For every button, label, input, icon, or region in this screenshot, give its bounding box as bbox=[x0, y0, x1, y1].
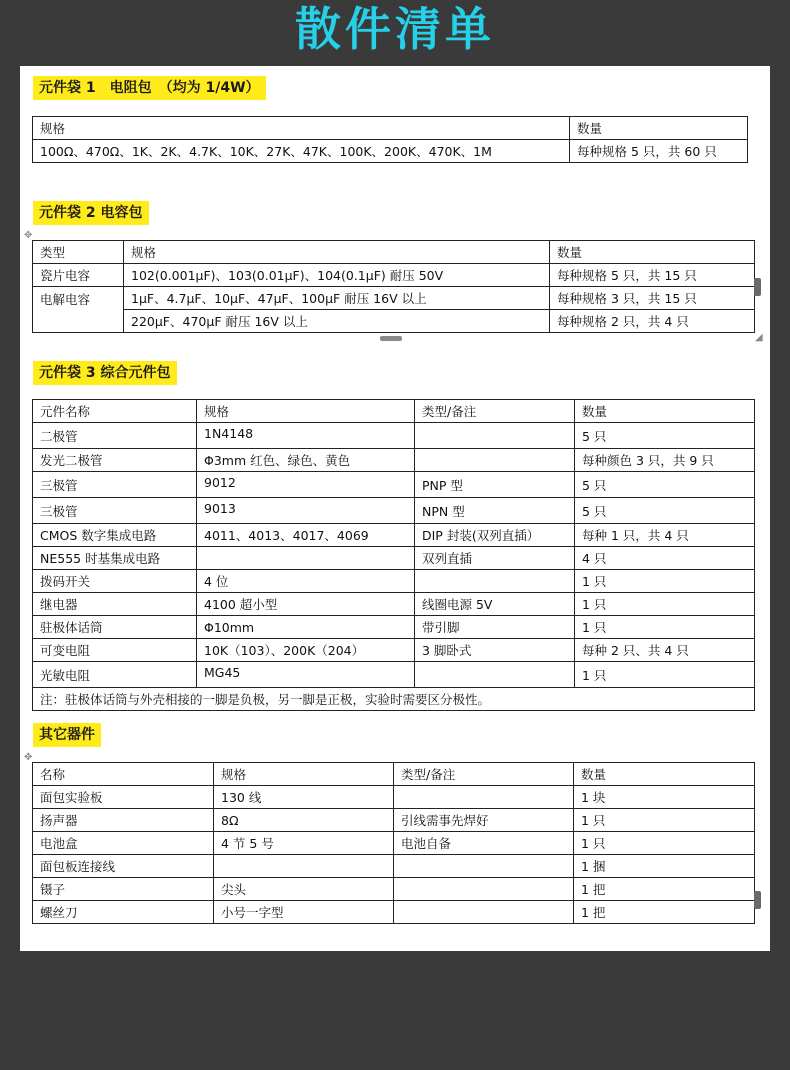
table-row bbox=[33, 855, 755, 878]
qty-cell: 5 只 bbox=[575, 498, 755, 524]
section2-tag: 元件袋 2 电容包 bbox=[33, 201, 149, 225]
note-cell: 线圈电源 5V bbox=[415, 593, 575, 616]
table-row bbox=[33, 570, 755, 593]
note-cell: PNP 型 bbox=[415, 472, 575, 498]
qty-cell: 1 只 bbox=[575, 662, 755, 688]
header-cell: 名称 bbox=[33, 763, 214, 786]
header-cell: 类型 bbox=[33, 241, 124, 264]
header-cell: 规格 bbox=[197, 400, 415, 423]
parts-list-sheet bbox=[20, 66, 770, 951]
spec-cell: 1μF、4.7μF、10μF、47μF、100μF 耐压 16V 以上 bbox=[124, 287, 550, 310]
note-cell: 带引脚 bbox=[415, 616, 575, 639]
table-row bbox=[33, 901, 755, 924]
name-cell: NE555 时基集成电路 bbox=[33, 547, 197, 570]
table-header-row bbox=[33, 241, 755, 264]
spec-cell bbox=[214, 855, 394, 878]
table-header-row bbox=[33, 400, 755, 423]
spec-cell: 尖头 bbox=[214, 878, 394, 901]
table-row bbox=[33, 547, 755, 570]
type-cell: 瓷片电容 bbox=[33, 264, 124, 287]
spec-cell: 8Ω bbox=[214, 809, 394, 832]
qty-cell: 每种规格 5 只，共 60 只 bbox=[570, 140, 748, 163]
section1-tag: 元件袋 1 电阻包 （均为 1/4W） bbox=[33, 76, 266, 100]
spec-cell: 9013 bbox=[197, 498, 415, 524]
header-cell: 规格 bbox=[214, 763, 394, 786]
qty-cell: 1 只 bbox=[575, 570, 755, 593]
name-cell: 面包实验板 bbox=[33, 786, 214, 809]
qty-cell: 1 只 bbox=[575, 593, 755, 616]
table-row bbox=[33, 423, 755, 449]
qty-cell: 5 只 bbox=[575, 472, 755, 498]
components-table bbox=[32, 399, 755, 711]
table-row bbox=[33, 593, 755, 616]
header-cell: 类型/备注 bbox=[394, 763, 574, 786]
spec-cell: 4 节 5 号 bbox=[214, 832, 394, 855]
header-cell: 规格 bbox=[33, 117, 570, 140]
header-cell: 数量 bbox=[550, 241, 755, 264]
note-cell bbox=[415, 423, 575, 449]
qty-cell: 4 只 bbox=[575, 547, 755, 570]
note-text: 注：驻极体话筒与外壳相接的一脚是负极，另一脚是正极，实验时需要区分极性。 bbox=[33, 688, 755, 711]
spec-cell: 220μF、470μF 耐压 16V 以上 bbox=[124, 310, 550, 333]
qty-cell: 每种规格 5 只，共 15 只 bbox=[550, 264, 755, 287]
table-row bbox=[33, 140, 748, 163]
table-row bbox=[33, 524, 755, 547]
spec-cell: 4100 超小型 bbox=[197, 593, 415, 616]
resize-handle-right[interactable] bbox=[754, 278, 761, 296]
name-cell: 二极管 bbox=[33, 423, 197, 449]
table-row bbox=[33, 639, 755, 662]
resize-handle-right[interactable] bbox=[754, 891, 761, 909]
header-cell: 数量 bbox=[575, 400, 755, 423]
table-row bbox=[33, 498, 755, 524]
note-cell: 3 脚卧式 bbox=[415, 639, 575, 662]
note-cell bbox=[394, 786, 574, 809]
name-cell: 发光二极管 bbox=[33, 449, 197, 472]
table-row bbox=[33, 809, 755, 832]
name-cell: 光敏电阻 bbox=[33, 662, 197, 688]
header-cell: 规格 bbox=[124, 241, 550, 264]
spec-cell: 130 线 bbox=[214, 786, 394, 809]
spec-cell: 4 位 bbox=[197, 570, 415, 593]
table-row bbox=[33, 449, 755, 472]
note-cell: DIP 封装(双列直插） bbox=[415, 524, 575, 547]
header-cell: 类型/备注 bbox=[415, 400, 575, 423]
name-cell: 扬声器 bbox=[33, 809, 214, 832]
name-cell: CMOS 数字集成电路 bbox=[33, 524, 197, 547]
name-cell: 驻极体话筒 bbox=[33, 616, 197, 639]
table-row bbox=[33, 832, 755, 855]
note-cell bbox=[394, 901, 574, 924]
qty-cell: 每种规格 3 只，共 15 只 bbox=[550, 287, 755, 310]
spec-cell: Φ10mm bbox=[197, 616, 415, 639]
spec-cell: 100Ω、470Ω、1K、2K、4.7K、10K、27K、47K、100K、200K、470K、1M bbox=[33, 140, 570, 163]
name-cell: 螺丝刀 bbox=[33, 901, 214, 924]
table-header-row bbox=[33, 117, 748, 140]
table-row bbox=[33, 472, 755, 498]
spec-cell bbox=[197, 547, 415, 570]
table-row bbox=[33, 616, 755, 639]
qty-cell: 每种规格 2 只，共 4 只 bbox=[550, 310, 755, 333]
note-cell bbox=[394, 855, 574, 878]
note-cell bbox=[415, 662, 575, 688]
qty-cell: 每种 1 只，共 4 只 bbox=[575, 524, 755, 547]
spec-cell: 4011、4013、4017、4069 bbox=[197, 524, 415, 547]
header-cell: 数量 bbox=[574, 763, 755, 786]
note-cell bbox=[394, 878, 574, 901]
note-cell: 双列直插 bbox=[415, 547, 575, 570]
spec-cell: 小号一字型 bbox=[214, 901, 394, 924]
name-cell: 可变电阻 bbox=[33, 639, 197, 662]
section4-tag: 其它器件 bbox=[33, 723, 101, 747]
qty-cell: 1 把 bbox=[574, 901, 755, 924]
other-parts-table bbox=[32, 762, 755, 924]
table-row bbox=[33, 287, 755, 310]
move-handle-icon[interactable]: ✥ bbox=[24, 230, 33, 241]
qty-cell: 1 只 bbox=[574, 809, 755, 832]
qty-cell: 1 只 bbox=[575, 616, 755, 639]
resize-handle-bottom[interactable] bbox=[380, 336, 402, 341]
qty-cell: 1 块 bbox=[574, 786, 755, 809]
spec-cell: 10K（103）、200K（204） bbox=[197, 639, 415, 662]
name-cell: 镊子 bbox=[33, 878, 214, 901]
name-cell: 面包板连接线 bbox=[33, 855, 214, 878]
qty-cell: 1 把 bbox=[574, 878, 755, 901]
table-row bbox=[33, 662, 755, 688]
qty-cell: 5 只 bbox=[575, 423, 755, 449]
table-row bbox=[33, 310, 755, 333]
table-header-row bbox=[33, 763, 755, 786]
name-cell: 电池盒 bbox=[33, 832, 214, 855]
resistor-table bbox=[32, 116, 748, 163]
header-cell: 元件名称 bbox=[33, 400, 197, 423]
note-cell bbox=[415, 570, 575, 593]
name-cell: 三极管 bbox=[33, 472, 197, 498]
resize-corner-icon[interactable]: ◢ bbox=[755, 332, 763, 343]
page-title: 散件清单 bbox=[295, 2, 495, 56]
spec-cell: Φ3mm 红色、绿色、黄色 bbox=[197, 449, 415, 472]
name-cell: 三极管 bbox=[33, 498, 197, 524]
spec-cell: MG45 bbox=[197, 662, 415, 688]
table-row bbox=[33, 878, 755, 901]
spec-cell: 1N4148 bbox=[197, 423, 415, 449]
table-row bbox=[33, 264, 755, 287]
qty-cell: 1 只 bbox=[574, 832, 755, 855]
table-row bbox=[33, 786, 755, 809]
capacitor-table bbox=[32, 240, 755, 333]
spec-cell: 102(0.001μF)、103(0.01μF)、104(0.1μF) 耐压 50V bbox=[124, 264, 550, 287]
move-handle-icon[interactable]: ✥ bbox=[24, 752, 33, 763]
name-cell: 继电器 bbox=[33, 593, 197, 616]
name-cell: 拨码开关 bbox=[33, 570, 197, 593]
spec-cell: 9012 bbox=[197, 472, 415, 498]
qty-cell: 1 捆 bbox=[574, 855, 755, 878]
note-cell: NPN 型 bbox=[415, 498, 575, 524]
note-cell: 引线需事先焊好 bbox=[394, 809, 574, 832]
table-note-row bbox=[33, 688, 755, 711]
type-cell: 电解电容 bbox=[33, 287, 124, 333]
header-cell: 数量 bbox=[570, 117, 748, 140]
qty-cell: 每种 2 只、共 4 只 bbox=[575, 639, 755, 662]
qty-cell: 每种颜色 3 只，共 9 只 bbox=[575, 449, 755, 472]
section3-tag: 元件袋 3 综合元件包 bbox=[33, 361, 177, 385]
note-cell: 电池自备 bbox=[394, 832, 574, 855]
note-cell bbox=[415, 449, 575, 472]
